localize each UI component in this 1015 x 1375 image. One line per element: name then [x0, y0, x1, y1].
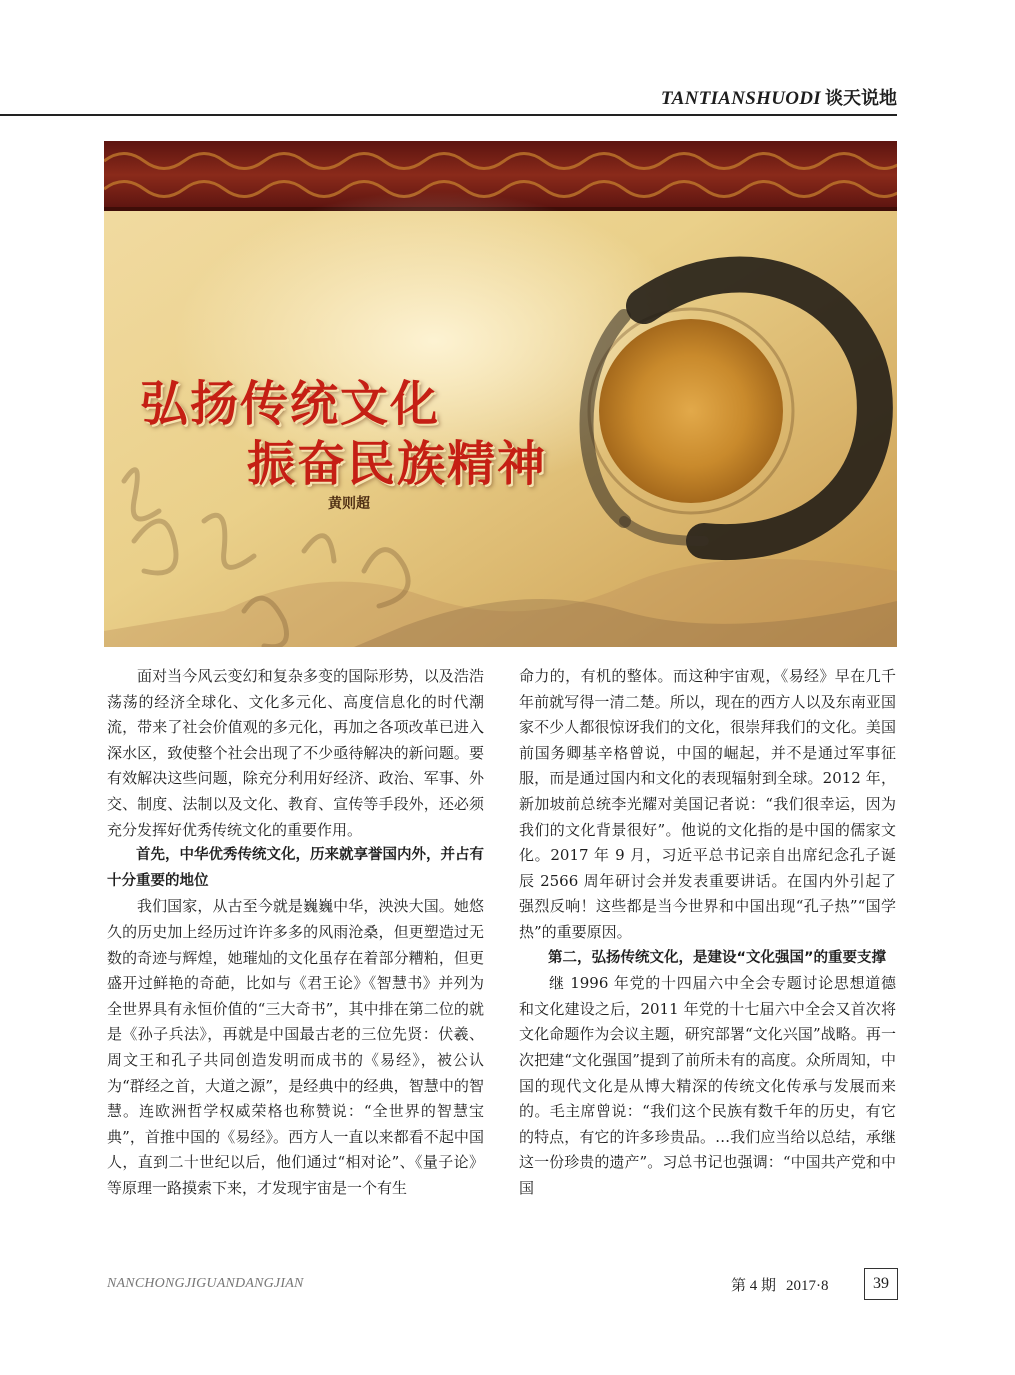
section-title-latin: TANTIANSHUODI — [660, 88, 821, 109]
article-banner — [104, 141, 897, 647]
section-heading: 第二，弘扬传统文化，是建设“文化强国”的重要支撑 — [548, 949, 887, 966]
running-header — [0, 80, 897, 116]
paragraph: 继 1996 年党的十四届六中全会专题讨论思想道德和文化建设之后，2011 年党的十七届六中全会又首次将文化命题作为会议主题，研究部署“文化兴国”战略。再一次把建“文化强国”提到了前所未有的高度。众所周知，中国的现代文化是从博大精深的传统文化传承与发展而来的。毛主席曾说：“我们这个民族有数千年的历史，有它的特点，有它的许多珍贵品。…我们应当给以总结，承继这一份珍贵的遗产”。习总书记也强调：“中国共产党和中国 — [519, 974, 896, 1197]
article-title-line1: 弘扬传统文化 — [140, 376, 441, 432]
paragraph: 面对当今风云变幻和复杂多变的国际形势，以及浩浩荡荡的经济全球化、文化多元化、高度信息化的时代潮流，带来了社会价值观的多元化，再加之各项改革已进入深水区，致使整个社会出现了不少亟待解决的新问题。要有效解决这些问题，除充分利用好经济、政治、军事、外交、制度、法制以及文化、教育、宣传等手段外，还必须充分发挥好优秀传统文化的重要作用。 — [107, 667, 484, 839]
article-title-line2: 振奋民族精神 — [247, 436, 548, 492]
journal-name: NANCHONGJIGUANDANGJIAN — [107, 1276, 304, 1291]
right-column — [519, 664, 896, 1201]
sun-disc — [599, 319, 783, 503]
paragraph: 我们国家，从古至今就是巍巍中华，泱泱大国。她悠久的历史加上经历过许许多多的风雨沧桑，但更塑造过无数的奇迹与辉煌，她璀灿的文化虽存在着部分糟粕，但更盛开过鲜艳的奇葩，比如与《君王论》《智慧书》并列为全世界具有永恒价值的“三大奇书”，其中排在第二位的就是《孙子兵法》，再就是中国最古老的三位先贤：伏羲、周文王和孔子共同创造发明而成书的《易经》，被公认为“群经之首，大道之源”，是经典中的经典，智慧中的智慧。连欧洲哲学权威荣格也称赞说：“全世界的智慧宝典”，首推中国的《易经》。西方人一直以来都看不起中国人，直到二十世纪以后，他们通过“相对论”、《量子论》等原理一路摸索下来，才发现宇宙是一个有生 — [107, 897, 484, 1197]
author-name: 黄则超 — [328, 496, 370, 512]
section-title-cn: 谈天说地 — [825, 88, 897, 109]
issue-number: 第 4 期 — [731, 1278, 777, 1294]
section-title — [661, 84, 897, 110]
left-column — [107, 664, 484, 1201]
page-number: 39 — [864, 1268, 898, 1300]
issue-info — [731, 1274, 839, 1295]
section-heading: 首先，中华优秀传统文化，历来就享誉国内外，并占有十分重要的地位 — [107, 847, 484, 889]
issue-date: 2017·8 — [786, 1278, 829, 1294]
paragraph-continued: 命力的，有机的整体。而这种宇宙观，《易经》早在几千年前就写得一清二楚。所以，现在的西方人以及东南亚国家不少人都很惊讶我们的文化，很崇拜我们的文化。美国前国务卿基辛格曾说，中国的崛起，并不是通过军事征服，而是通过国内和文化的表现辐射到全球。2012 年，新加坡前总统李光耀对美国记者说：“我们很幸运，因为我们的文化背景很好”。他说的文化指的是中国的儒家文化。2017 年 9 月，习近平总书记亲自出席纪念孔子诞辰 2566 周年研讨会并发表重要讲话。在国内外引起了强烈反响！这些都是当今世界和中国出现“孔子热”“国学热”的重要原因。 — [519, 667, 896, 941]
